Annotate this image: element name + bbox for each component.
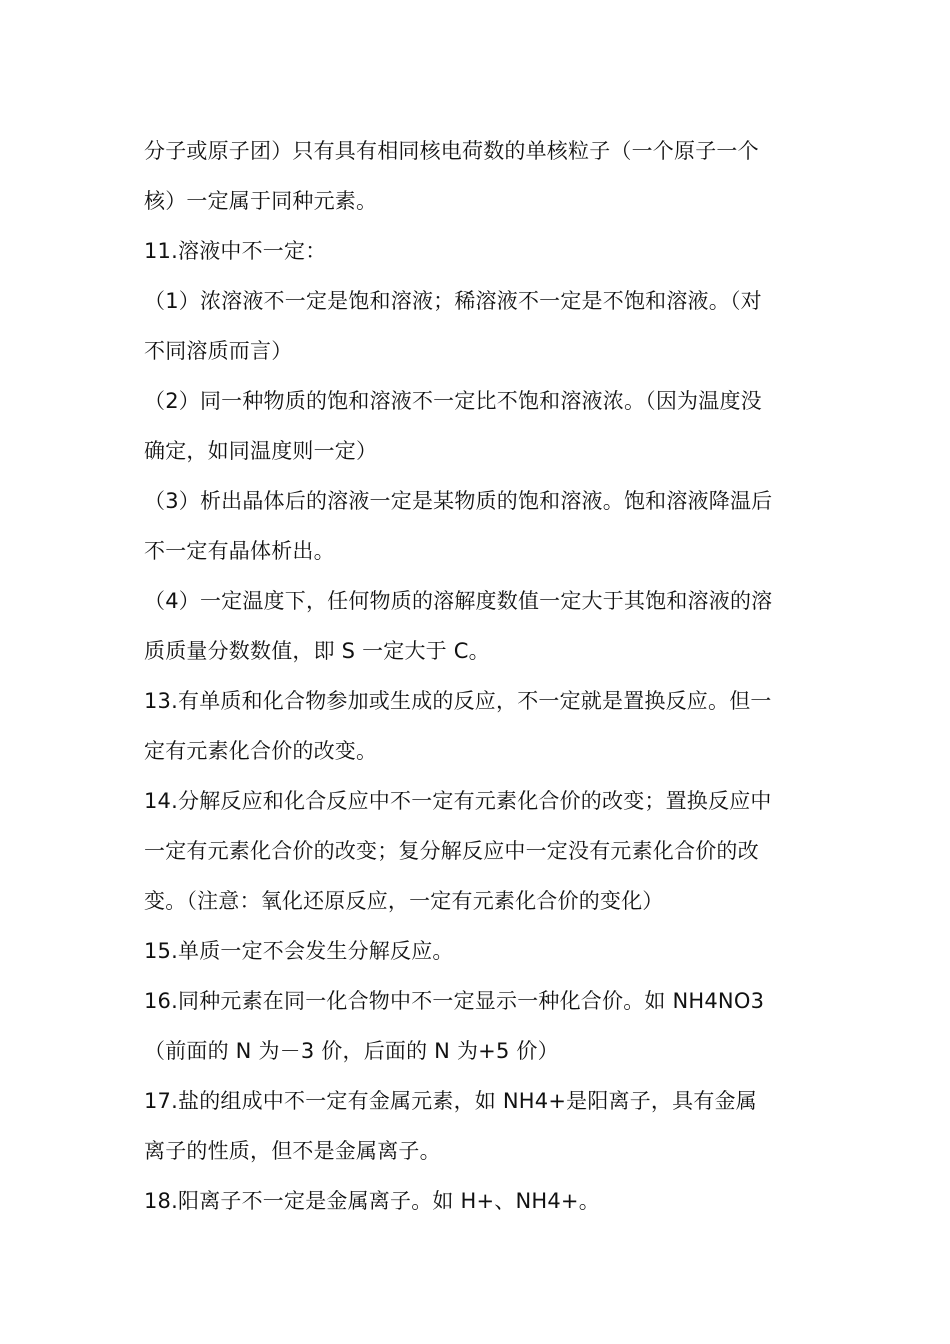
- text-line: （2）同一种物质的饱和溶液不一定比不饱和溶液浓。（因为温度没: [144, 389, 762, 413]
- text-line: （1）浓溶液不一定是饱和溶液；稀溶液不一定是不饱和溶液。（对: [144, 289, 762, 313]
- text-line: 15.单质一定不会发生分解反应。: [144, 939, 454, 963]
- text-line: 一定有元素化合价的改变；复分解反应中一定没有元素化合价的改: [144, 839, 759, 863]
- text-line: 质质量分数数值，即 S 一定大于 C。: [144, 639, 490, 663]
- text-line: 不一定有晶体析出。: [144, 539, 335, 563]
- text-line: （3）析出晶体后的溶液一定是某物质的饱和溶液。饱和溶液降温后: [144, 489, 773, 513]
- text-line: （前面的 N 为－3 价，后面的 N 为+5 价）: [144, 1039, 559, 1063]
- text-line: 分子或原子团）只有具有相同核电荷数的单核粒子（一个原子一个: [144, 139, 759, 163]
- text-line: 变。（注意：氧化还原反应，一定有元素化合价的变化）: [144, 889, 664, 913]
- text-line: 18.阳离子不一定是金属离子。如 H+、NH4+。: [144, 1189, 600, 1213]
- text-line: 11.溶液中不一定：: [144, 239, 327, 263]
- text-line: 16.同种元素在同一化合物中不一定显示一种化合价。如 NH4NO3: [144, 989, 765, 1013]
- text-line: （4）一定温度下，任何物质的溶解度数值一定大于其饱和溶液的溶: [144, 589, 773, 613]
- text-line: 定有元素化合价的改变。: [144, 739, 378, 763]
- text-line: 核）一定属于同种元素。: [144, 189, 378, 213]
- text-line: 17.盐的组成中不一定有金属元素，如 NH4+是阳离子，具有金属: [144, 1089, 757, 1113]
- text-line: 13.有单质和化合物参加或生成的反应，不一定就是置换反应。但一: [144, 689, 772, 713]
- text-line: 14.分解反应和化合反应中不一定有元素化合价的改变；置换反应中: [144, 789, 772, 813]
- text-line: 离子的性质，但不是金属离子。: [144, 1139, 441, 1163]
- text-line: 不同溶质而言）: [144, 339, 293, 363]
- document-body: [144, 126, 814, 1226]
- text-line: 确定，如同温度则一定）: [144, 439, 378, 463]
